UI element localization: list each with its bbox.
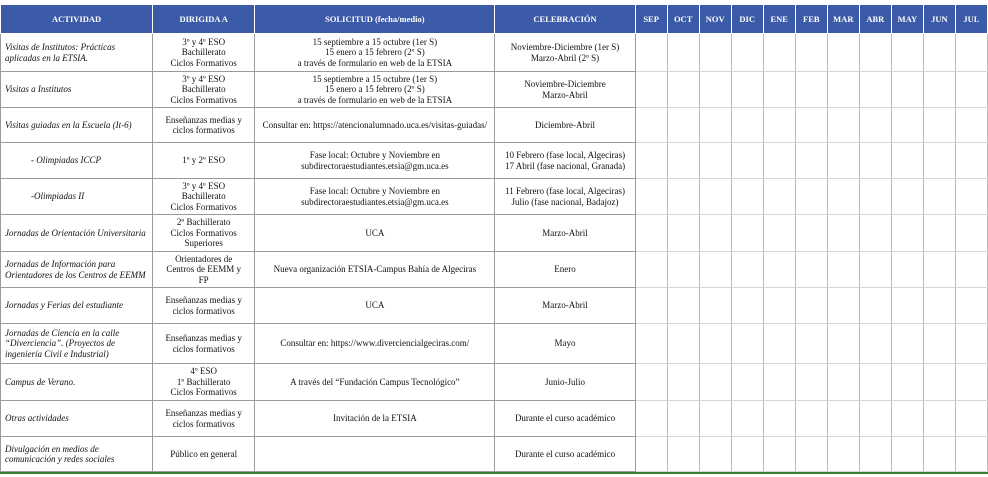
month-cell-oct (667, 34, 699, 72)
month-cell-oct (667, 108, 699, 143)
cell-actividad (1, 364, 153, 401)
header-month-jul: JUL (955, 5, 987, 34)
celebracion-line: Julio (fase nacional, Badajoz) (511, 196, 619, 207)
cell-solicitud (255, 437, 495, 472)
solicitud-line: 15 enero a 15 febrero (2º S) (324, 47, 425, 58)
table-row (1, 437, 988, 472)
month-cell-abr (859, 72, 891, 108)
month-cell-oct (667, 324, 699, 364)
cell-solicitud (255, 215, 495, 252)
month-cell-nov (699, 179, 731, 215)
month-cell-mar (827, 364, 859, 401)
month-cell-nov (699, 324, 731, 364)
cell-actividad (1, 401, 153, 437)
solicitud-line: Consultar en: https://www.diverciencialgeciras.com/ (280, 338, 470, 349)
month-cell-nov (699, 34, 731, 72)
month-cell-abr (859, 364, 891, 401)
actividad-line: Visitas guiadas en la Escuela (It-6) (5, 119, 132, 130)
month-cell-may (891, 252, 923, 288)
solicitud-line: a través de formulario en web de la ETSIA (297, 94, 453, 105)
month-cell-sep (635, 108, 667, 143)
month-cell-oct (667, 401, 699, 437)
month-cell-nov (699, 401, 731, 437)
month-cell-sep (635, 437, 667, 472)
table-row (1, 215, 988, 252)
celebracion-line: Mayo (554, 338, 576, 349)
month-cell-jun (923, 215, 955, 252)
dirigida-line: 1º y 2º ESO (182, 155, 226, 166)
cell-dirigida (153, 108, 255, 143)
cell-celebracion (495, 72, 635, 108)
table-row (1, 179, 988, 215)
dirigida-line: 4º ESO (190, 366, 217, 377)
month-cell-oct (667, 143, 699, 179)
solicitud-line: Invitación de la ETSIA (332, 413, 417, 424)
cell-dirigida (153, 72, 255, 108)
month-cell-jul (955, 364, 987, 401)
cell-solicitud (255, 179, 495, 215)
cell-dirigida (153, 288, 255, 324)
month-cell-nov (699, 252, 731, 288)
month-cell-mar (827, 401, 859, 437)
month-cell-feb (795, 108, 827, 143)
month-cell-dic (731, 143, 763, 179)
cell-celebracion (495, 324, 635, 364)
month-cell-jul (955, 401, 987, 437)
month-cell-dic (731, 252, 763, 288)
month-cell-dic (731, 179, 763, 215)
cell-solicitud (255, 364, 495, 401)
month-cell-oct (667, 179, 699, 215)
solicitud-line: Fase local: Octubre y Noviembre en (309, 186, 440, 196)
month-cell-dic (731, 288, 763, 324)
actividad-line: ingeniería Civil e Industrial) (5, 348, 109, 359)
month-cell-oct (667, 437, 699, 472)
month-cell-ene (763, 34, 795, 72)
cell-solicitud (255, 108, 495, 143)
month-cell-may (891, 179, 923, 215)
cell-solicitud (255, 143, 495, 179)
actividad-line: Visitas de Institutos: Prácticas (5, 42, 116, 52)
table-row (1, 143, 988, 179)
bottom-rule (0, 472, 988, 474)
month-cell-nov (699, 108, 731, 143)
dirigida-line: Público en general (170, 448, 238, 459)
month-cell-sep (635, 364, 667, 401)
dirigida-line: ciclos formativos (172, 125, 235, 135)
cell-solicitud (255, 288, 495, 324)
header-month-nov: NOV (699, 5, 731, 34)
month-cell-jul (955, 288, 987, 324)
month-cell-sep (635, 401, 667, 437)
actividad-line: Visitas a Institutos (5, 84, 72, 95)
dirigida-line: Enseñanzas medias y (165, 114, 242, 125)
cell-dirigida (153, 437, 255, 472)
cell-actividad (1, 108, 153, 143)
header-month-oct: OCT (667, 5, 699, 34)
month-cell-mar (827, 437, 859, 472)
celebracion-line: Marzo-Abril (542, 89, 588, 100)
month-cell-may (891, 143, 923, 179)
solicitud-line: Consultar en: https://atencionalumnado.uca.es/visitas-guiadas/ (262, 119, 488, 130)
month-cell-feb (795, 437, 827, 472)
month-cell-oct (667, 72, 699, 108)
dirigida-line: FP (198, 274, 209, 285)
cell-celebracion (495, 401, 635, 437)
month-cell-jun (923, 143, 955, 179)
celebracion-line: 11 Febrero (fase local, Algeciras) (505, 186, 625, 196)
month-cell-oct (667, 252, 699, 288)
month-cell-abr (859, 288, 891, 324)
dirigida-line: 3º y 4º ESO (182, 180, 226, 191)
month-cell-ene (763, 437, 795, 472)
dirigida-line: 2º Bachillerato (176, 217, 231, 228)
table-row (1, 401, 988, 437)
month-cell-jun (923, 108, 955, 143)
month-cell-feb (795, 252, 827, 288)
month-cell-jun (923, 401, 955, 437)
month-cell-abr (859, 324, 891, 364)
month-cell-feb (795, 401, 827, 437)
month-cell-mar (827, 324, 859, 364)
dirigida-line: Ciclos Formativos (170, 201, 237, 212)
month-cell-may (891, 437, 923, 472)
month-cell-feb (795, 34, 827, 72)
header-month-sep: SEP (635, 5, 667, 34)
month-cell-ene (763, 72, 795, 108)
header-row (1, 5, 988, 34)
actividad-line: aplicadas en la ETSIA. (5, 52, 88, 63)
dirigida-line: ciclos formativos (172, 418, 235, 429)
solicitud-line: subdirectoraestudiantes.etsia@gm.uca.es (301, 160, 449, 171)
solicitud-line: A través del “Fundación Campus Tecnológico” (290, 376, 460, 387)
cell-solicitud (255, 72, 495, 108)
month-cell-jul (955, 215, 987, 252)
table-row (1, 324, 988, 364)
month-cell-jun (923, 324, 955, 364)
actividad-line: Otras actividades (5, 413, 69, 424)
dirigida-line: Ciclos Formativos (170, 387, 237, 398)
cell-actividad (1, 72, 153, 108)
month-cell-jul (955, 34, 987, 72)
month-cell-mar (827, 72, 859, 108)
dirigida-line: 3º y 4º ESO (182, 36, 226, 47)
month-cell-abr (859, 401, 891, 437)
cell-actividad (1, 215, 153, 252)
month-cell-sep (635, 288, 667, 324)
solicitud-line: a través de formulario en web de la ETSIA (297, 57, 453, 68)
header-dirigida: DIRIGIDA A (153, 5, 255, 34)
celebracion-line: Noviembre-Diciembre (1er S) (510, 42, 620, 52)
month-cell-nov (699, 437, 731, 472)
month-cell-sep (635, 143, 667, 179)
month-cell-jul (955, 143, 987, 179)
dirigida-line: 1º Bachillerato (176, 376, 231, 387)
cell-dirigida (153, 143, 255, 179)
month-cell-may (891, 324, 923, 364)
month-cell-mar (827, 34, 859, 72)
celebracion-line: 17 Abril (fase nacional, Granada) (504, 160, 626, 171)
month-cell-may (891, 72, 923, 108)
month-cell-oct (667, 364, 699, 401)
month-cell-nov (699, 288, 731, 324)
month-cell-nov (699, 72, 731, 108)
month-cell-mar (827, 179, 859, 215)
month-cell-jun (923, 437, 955, 472)
activities-table (0, 4, 988, 472)
solicitud-line: 15 septiembre a 15 octubre (1er S) (312, 36, 438, 47)
solicitud-line: Nueva organización ETSIA-Campus Bahía de Algeciras (273, 264, 477, 275)
actividad-line: - Olimpiadas ICCP (31, 155, 102, 166)
celebracion-line: Durante el curso académico (514, 448, 616, 459)
activities-schedule-sheet (0, 4, 988, 474)
actividad-line: Jornadas de Información para (5, 259, 116, 269)
cell-celebracion (495, 179, 635, 215)
celebracion-line: Junio-Julio (545, 376, 586, 387)
month-cell-ene (763, 288, 795, 324)
cell-solicitud (255, 324, 495, 364)
actividad-line: Jornadas y Ferias del estudiante (5, 300, 123, 311)
dirigida-line: Ciclos Formativos (170, 57, 237, 68)
cell-actividad (1, 252, 153, 288)
month-cell-jun (923, 364, 955, 401)
dirigida-line: Enseñanzas medias y (165, 295, 242, 305)
month-cell-may (891, 215, 923, 252)
cell-dirigida (153, 215, 255, 252)
month-cell-ene (763, 108, 795, 143)
cell-actividad (1, 324, 153, 364)
table-row (1, 288, 988, 324)
table-body (1, 34, 988, 472)
month-cell-abr (859, 437, 891, 472)
cell-celebracion (495, 364, 635, 401)
month-cell-ene (763, 364, 795, 401)
month-cell-jun (923, 288, 955, 324)
celebracion-line: 10 Febrero (fase local, Algeciras) (504, 150, 626, 160)
cell-dirigida (153, 34, 255, 72)
month-cell-dic (731, 34, 763, 72)
month-cell-dic (731, 364, 763, 401)
header-month-may: MAY (891, 5, 923, 34)
cell-celebracion (495, 437, 635, 472)
dirigida-line: Bachillerato (181, 84, 226, 95)
cell-dirigida (153, 401, 255, 437)
month-cell-feb (795, 288, 827, 324)
month-cell-sep (635, 179, 667, 215)
month-cell-ene (763, 179, 795, 215)
month-cell-abr (859, 143, 891, 179)
month-cell-mar (827, 288, 859, 324)
celebracion-line: Marzo-Abril (542, 227, 588, 238)
cell-celebracion (495, 34, 635, 72)
dirigida-line: Orientadores de (175, 253, 233, 264)
month-cell-dic (731, 215, 763, 252)
month-cell-ene (763, 215, 795, 252)
month-cell-oct (667, 288, 699, 324)
cell-actividad (1, 179, 153, 215)
month-cell-dic (731, 437, 763, 472)
month-cell-jun (923, 179, 955, 215)
celebracion-line: Durante el curso académico (514, 413, 616, 424)
month-cell-abr (859, 34, 891, 72)
month-cell-oct (667, 215, 699, 252)
month-cell-feb (795, 72, 827, 108)
actividad-line: Jornadas de Orientación Universitaria (5, 227, 146, 238)
solicitud-line: 15 septiembre a 15 octubre (1er S) (312, 73, 438, 84)
month-cell-may (891, 364, 923, 401)
month-cell-nov (699, 215, 731, 252)
month-cell-ene (763, 401, 795, 437)
actividad-line: Divulgación en medios de (5, 443, 99, 454)
month-cell-abr (859, 252, 891, 288)
month-cell-jun (923, 72, 955, 108)
solicitud-line: subdirectoraestudiantes.etsia@gm.uca.es (301, 196, 449, 207)
header-month-dic: DIC (731, 5, 763, 34)
month-cell-jun (923, 252, 955, 288)
month-cell-jul (955, 179, 987, 215)
month-cell-nov (699, 143, 731, 179)
header-actividad: ACTIVIDAD (1, 5, 153, 34)
month-cell-jul (955, 324, 987, 364)
month-cell-sep (635, 34, 667, 72)
cell-celebracion (495, 288, 635, 324)
celebracion-line: Diciembre-Abril (535, 119, 596, 130)
header-celebracion: CELEBRACIÓN (495, 5, 635, 34)
solicitud-line: UCA (365, 227, 385, 238)
month-cell-sep (635, 252, 667, 288)
cell-dirigida (153, 179, 255, 215)
month-cell-feb (795, 364, 827, 401)
dirigida-line: Bachillerato (181, 47, 226, 58)
table-row (1, 252, 988, 288)
month-cell-may (891, 401, 923, 437)
month-cell-ene (763, 324, 795, 364)
month-cell-feb (795, 143, 827, 179)
header-month-abr: ABR (859, 5, 891, 34)
table-row (1, 364, 988, 401)
month-cell-may (891, 288, 923, 324)
dirigida-line: Ciclos Formativos (170, 227, 237, 238)
month-cell-may (891, 34, 923, 72)
actividad-line: comunicación y redes sociales (5, 454, 115, 464)
dirigida-line: 3º y 4º ESO (182, 73, 226, 84)
solicitud-line: Fase local: Octubre y Noviembre en (309, 150, 440, 160)
cell-celebracion (495, 215, 635, 252)
month-cell-feb (795, 179, 827, 215)
actividad-line: -Olimpiadas II (31, 191, 85, 202)
month-cell-jul (955, 437, 987, 472)
dirigida-line: Enseñanzas medias y (165, 408, 242, 418)
cell-actividad (1, 288, 153, 324)
solicitud-line: UCA (365, 300, 385, 311)
dirigida-line: Ciclos Formativos (170, 94, 237, 105)
cell-solicitud (255, 34, 495, 72)
actividad-line: Orientadores de los Centros de EEMM (5, 269, 146, 280)
cell-dirigida (153, 252, 255, 288)
month-cell-sep (635, 324, 667, 364)
month-cell-sep (635, 72, 667, 108)
cell-celebracion (495, 252, 635, 288)
month-cell-jul (955, 252, 987, 288)
month-cell-ene (763, 143, 795, 179)
header-month-feb: FEB (795, 5, 827, 34)
month-cell-feb (795, 324, 827, 364)
dirigida-line: ciclos formativos (172, 343, 235, 354)
cell-actividad (1, 143, 153, 179)
cell-actividad (1, 34, 153, 72)
cell-celebracion (495, 108, 635, 143)
cell-dirigida (153, 324, 255, 364)
celebracion-line: Noviembre-Diciembre (524, 79, 606, 89)
cell-dirigida (153, 364, 255, 401)
dirigida-line: Centros de EEMM y (166, 264, 242, 275)
dirigida-line: Superiores (184, 238, 223, 249)
month-cell-dic (731, 72, 763, 108)
month-cell-jul (955, 108, 987, 143)
table-row (1, 34, 988, 72)
header-month-jun: JUN (923, 5, 955, 34)
month-cell-feb (795, 215, 827, 252)
month-cell-mar (827, 215, 859, 252)
celebracion-line: Marzo-Abril (2º S) (530, 52, 600, 63)
header-month-mar: MAR (827, 5, 859, 34)
actividad-line: Jornadas de Ciencia en la calle (5, 327, 120, 338)
actividad-line: Campus de Verano. (5, 376, 76, 387)
month-cell-dic (731, 324, 763, 364)
month-cell-jul (955, 72, 987, 108)
month-cell-nov (699, 364, 731, 401)
solicitud-line: 15 enero a 15 febrero (2º S) (324, 84, 425, 95)
table-row (1, 72, 988, 108)
month-cell-may (891, 108, 923, 143)
dirigida-line: Bachillerato (181, 191, 226, 202)
month-cell-dic (731, 401, 763, 437)
month-cell-sep (635, 215, 667, 252)
month-cell-mar (827, 143, 859, 179)
month-cell-dic (731, 108, 763, 143)
cell-solicitud (255, 252, 495, 288)
cell-solicitud (255, 401, 495, 437)
actividad-line: “Diverciencia”. (Proyectos de (5, 338, 116, 349)
month-cell-mar (827, 252, 859, 288)
table-row (1, 108, 988, 143)
month-cell-abr (859, 108, 891, 143)
header-solicitud: SOLICITUD (fecha/medio) (255, 5, 495, 34)
celebracion-line: Marzo-Abril (542, 300, 588, 311)
month-cell-jun (923, 34, 955, 72)
dirigida-line: Enseñanzas medias y (165, 333, 242, 343)
cell-celebracion (495, 143, 635, 179)
celebracion-line: Enero (554, 264, 576, 275)
month-cell-abr (859, 179, 891, 215)
cell-actividad (1, 437, 153, 472)
month-cell-mar (827, 108, 859, 143)
header-month-ene: ENE (763, 5, 795, 34)
dirigida-line: ciclos formativos (172, 305, 235, 316)
month-cell-abr (859, 215, 891, 252)
month-cell-ene (763, 252, 795, 288)
